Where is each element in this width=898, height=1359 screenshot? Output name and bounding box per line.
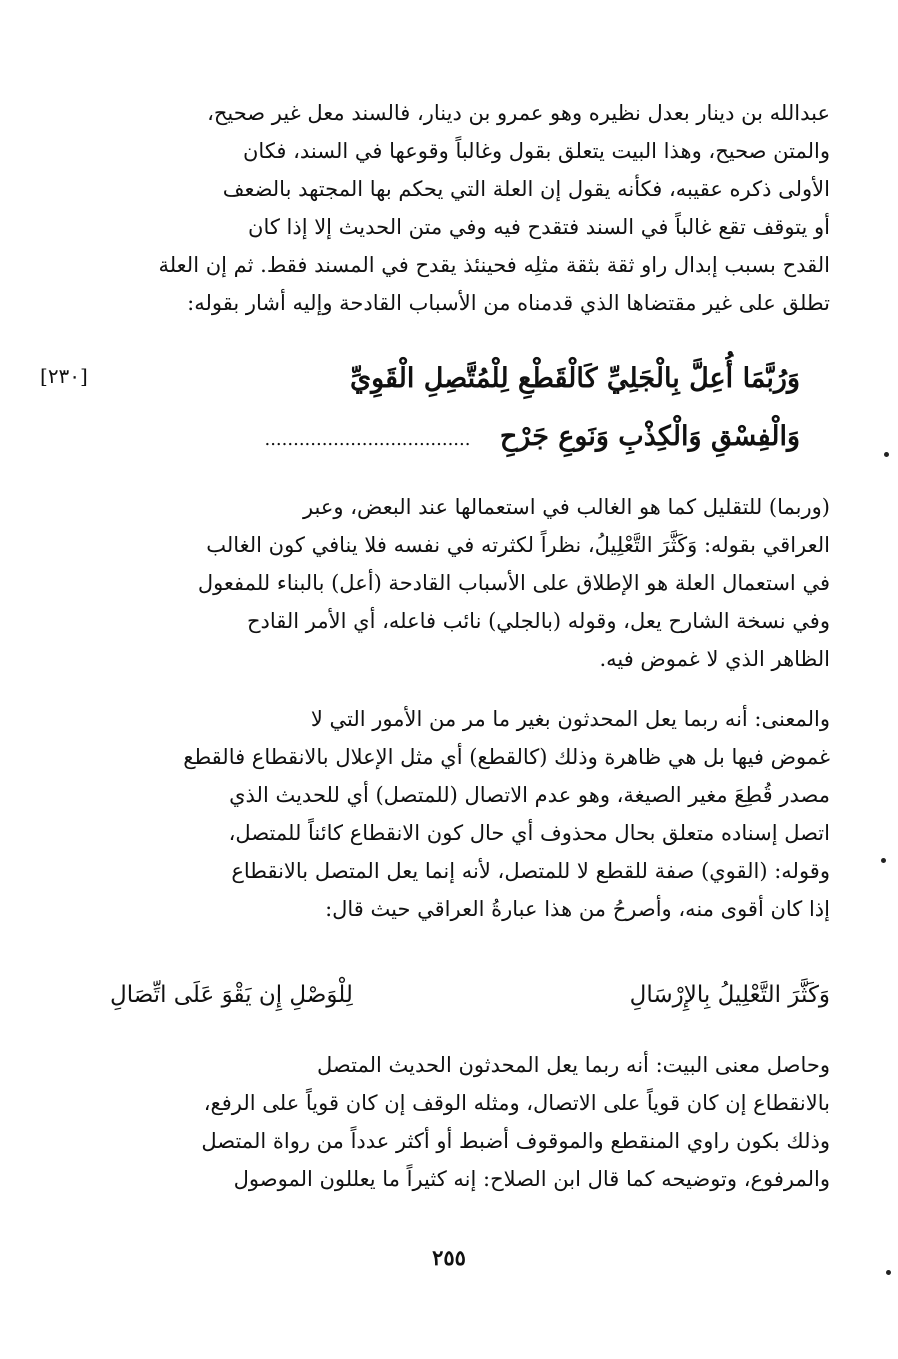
text-line: غموض فيها بل هي ظاهرة وذلك (كالقطع) أي مثل الإعلال بالانقطاع فالقطع	[183, 745, 830, 769]
paragraph-1	[100, 94, 830, 322]
text-line: تطلق على غير مقتضاها الذي قدمناه من الأسباب القادحة وإليه أشار بقوله:	[187, 291, 830, 315]
text-line: وذلك بكون راوي المنقطع والموقوف أضبط أو أكثر عدداً من رواة المتصل	[201, 1129, 830, 1153]
verse-line-2	[100, 414, 800, 463]
text-line: والمعنى: أنه ربما يعل المحدثون بغير ما مر من الأمور التي لا	[310, 707, 830, 731]
text-line: القدح بسبب إبدال راو ثقة بثقة مثلِه فحينئذ يقدح في المسند فقط. ثم إن العلة	[158, 253, 830, 277]
paragraph-4	[100, 1046, 830, 1198]
text-line: إذا كان أقوى منه، وأصرحُ من هذا عبارةُ العراقي حيث قال:	[325, 897, 830, 921]
page-number: ٢٥٥	[432, 1245, 466, 1270]
text-line: أو يتوقف تقع غالباً في السند فتقدح فيه وفي متن الحديث إلا إذا كان	[248, 215, 830, 239]
text-line: وحاصل معنى البيت: أنه ربما يعل المحدثون الحديث المتصل	[317, 1053, 830, 1077]
text-line: في استعمال العلة هو الإطلاق على الأسباب القادحة (أعل) بالبناء للمفعول	[197, 571, 830, 595]
verse-text: وَرُبَّمَا أُعِلَّ بِالْجَلِيِّ كَالْقَطْعِ لِلْمُتَّصِلِ الْقَوِيِّ	[349, 363, 800, 394]
verse-dots: ....................................	[264, 429, 471, 450]
text-line: مصدر قُطِعَ مغير الصيغة، وهو عدم الاتصال (للمتصل) أي للحديث الذي	[229, 783, 830, 807]
text-line: والمرفوع، وتوضيحه كما قال ابن الصلاح: إنه كثيراً ما يعللون الموصول	[233, 1167, 830, 1191]
text-line: اتصل إسناده متعلق بحال محذوف أي حال كون الانقطاع كائناً للمتصل،	[228, 821, 830, 845]
paragraph-3	[100, 700, 830, 928]
quoted-verse	[110, 975, 830, 1015]
verse-text: وَالْفِسْقِ وَالْكِذْبِ وَنَوعِ جَرْحِ	[499, 421, 800, 452]
text-line: بالانقطاع إن كان قوياً على الاتصال، ومثله الوقف إن كان قوياً على الرفع،	[203, 1091, 830, 1115]
text-line: والمتن صحيح، وهذا البيت يتعلق بقول وغالباً وقوعها في السند، فكان	[243, 139, 830, 163]
text-line: (وربما) للتقليل كما هو الغالب في استعمالها عند البعض، وعبر	[302, 495, 830, 519]
text-line: الأولى ذكره عقيبه، فكأنه يقول إن العلة التي يحكم بها المجتهد بالضعف	[222, 177, 830, 201]
text-line: عبدالله بن دينار بعدل نظيره وهو عمرو بن دينار، فالسند معل غير صحيح،	[207, 101, 830, 125]
text-line: وفي نسخة الشارح يعل، وقوله (بالجلي) نائب فاعله، أي الأمر القادح	[246, 609, 830, 633]
verse-number: [٢٣٠]	[40, 364, 88, 388]
text-line: الظاهر الذي لا غموض فيه.	[599, 647, 830, 671]
scan-dot	[886, 1270, 891, 1275]
hemistich-1: وَكَثَّرَ التَّعْلِيلُ بِالإِرْسَالِ	[629, 982, 830, 1008]
verse-line-1	[100, 356, 800, 402]
scan-dot	[881, 858, 886, 863]
paragraph-2	[100, 488, 830, 678]
scan-dot	[884, 452, 889, 457]
text-line: وقوله: (القوي) صفة للقطع لا للمتصل، لأنه إنما يعل المتصل بالانقطاع	[231, 859, 830, 883]
hemistich-2: لِلْوَصْلِ إِن يَقْوَ عَلَى اتِّصَالِ	[110, 982, 353, 1008]
text-line: العراقي بقوله: وَكَثَّرَ التَّعْلِيلُ، نظراً لكثرته في نفسه فلا ينافي كون الغالب	[206, 533, 830, 557]
